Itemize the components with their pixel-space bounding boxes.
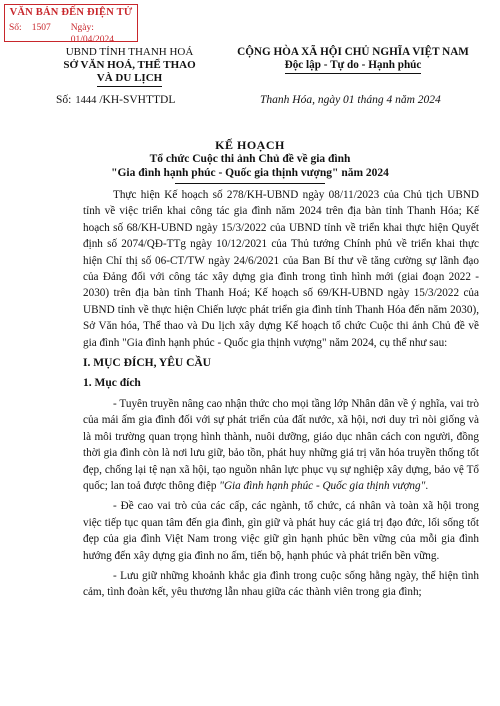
- document-number-value: 1444: [75, 95, 97, 106]
- national-motto: [222, 46, 484, 74]
- motto: Độc lập - Tự do - Hạnh phúc: [285, 59, 422, 74]
- document-body: [83, 187, 479, 601]
- stamp-title: VĂN BẢN ĐẾN ĐIỆN TỬ: [9, 7, 133, 18]
- agency-name-line1: SỞ VĂN HOÁ, THỂ THAO: [63, 59, 196, 71]
- stamp-row: [5, 22, 137, 46]
- document-number: Số: 1444 /KH-SVHTTDL: [56, 94, 176, 106]
- intro-paragraph: Thực hiện Kế hoạch số 278/KH-UBND ngày 08/11/2023 của Chủ tịch UBND tỉnh về việc triển khai công tác gia đình năm 2024 trên địa bàn tỉnh Thanh Hóa; Kế hoạch số 68/KH-UBND ngày 15/3/2022 của UBND tỉnh về triển khai thực hiện Quyết định số 2074/QĐ-TTg ngày 10/12/2021 của Thủ tướng Chính phủ về triển khai thực hiện Chỉ thị số 06-CT/TW ngày 24/6/2021 của Ban Bí thư về tăng cường sự lãnh đạo của Đảng đối với công tác xây dựng gia đình trong tình hình mới (giai đoạn 2022 - 2030) trên địa bàn tỉnh Thanh Hoá; Kế hoạch số 69/KH-UBND ngày 15/3/2022 của UBND tỉnh về thực hiện Chiến lược phát triển gia đình tỉnh Thanh Hóa đến năm 2030), Sở Văn hóa, Thể thao và Du lịch xây dựng Kế hoạch tổ chức Cuộc thi ảnh Chủ đề về gia đình "Gia đình hạnh phúc - Quốc gia thịnh vượng" năm 2024, cụ thể như sau:: [83, 189, 479, 349]
- title-type: KẾ HOẠCH: [215, 138, 285, 152]
- title-theme: "Gia đình hạnh phúc - Quốc gia thịnh vượng" năm 2024: [111, 167, 389, 179]
- title-subject: Tổ chức Cuộc thi ảnh Chủ đề về gia đình: [149, 153, 351, 165]
- agency-parent: UBND TỈNH THANH HOÁ: [65, 46, 194, 58]
- stamp-date: Ngày: 01/04/2024: [70, 23, 114, 45]
- incoming-document-stamp: [4, 4, 138, 45]
- purpose-item-2: - Đề cao vai trò của các cấp, các ngành, tổ chức, cá nhân và toàn xã hội trong việc tiếp tục quan tâm đến gia đình, gìn giữ và phát huy các giá trị đạo đức, lối sống tốt đẹp của gia đình Việt Nam trong việc giữ gìn hạnh phúc bền vững của mỗi gia đình hướng đến xây dựng gia đình no ấm, tiến bộ, hạnh phúc và phát triển bền vững.: [83, 500, 479, 562]
- place-and-date: Thanh Hóa, ngày 01 tháng 4 năm 2024: [260, 94, 441, 106]
- issuing-agency: [42, 46, 217, 87]
- stamp-so: Số: 1507: [9, 23, 51, 33]
- purpose-item-3: - Lưu giữ những khoảnh khắc gia đình trong cuộc sống hằng ngày, thể hiện tình cảm, tình đoàn kết, yêu thương lẫn nhau giữa các thành viên trong gia đình;: [83, 569, 479, 599]
- country-name: CỘNG HÒA XÃ HỘI CHỦ NGHĨA VIỆT NAM: [237, 46, 469, 58]
- agency-name-line2: VÀ DU LỊCH: [97, 72, 162, 87]
- purpose-item-1: - Tuyên truyền nâng cao nhận thức cho mọi tầng lớp Nhân dân về ý nghĩa, vai trò của mái ấm gia đình đối với sự phát triển của đất nước, xã hội, nơi duy trì nòi giống và là môi trường quan trọng hình thành, nuôi dưỡng, giáo dục nhân cách con người, đồng thời gia đình còn là nơi lưu giữ, bảo tồn, phát huy những giá trị văn hóa truyền thống tốt đẹp, chống lại tệ nạn xã hội, tạo nguồn nhân lực phục vụ sự nghiệp xây dựng, bảo vệ Tổ quốc; lan toả được thông điệp "Gia đình hạnh phúc - Quốc gia thịnh vượng".: [83, 397, 479, 492]
- document-title: [40, 138, 460, 184]
- subsection-heading: 1. Mục đích: [83, 377, 141, 390]
- title-underline: [175, 183, 325, 184]
- section-heading: I. MỤC ĐÍCH, YÊU CẦU: [83, 357, 211, 370]
